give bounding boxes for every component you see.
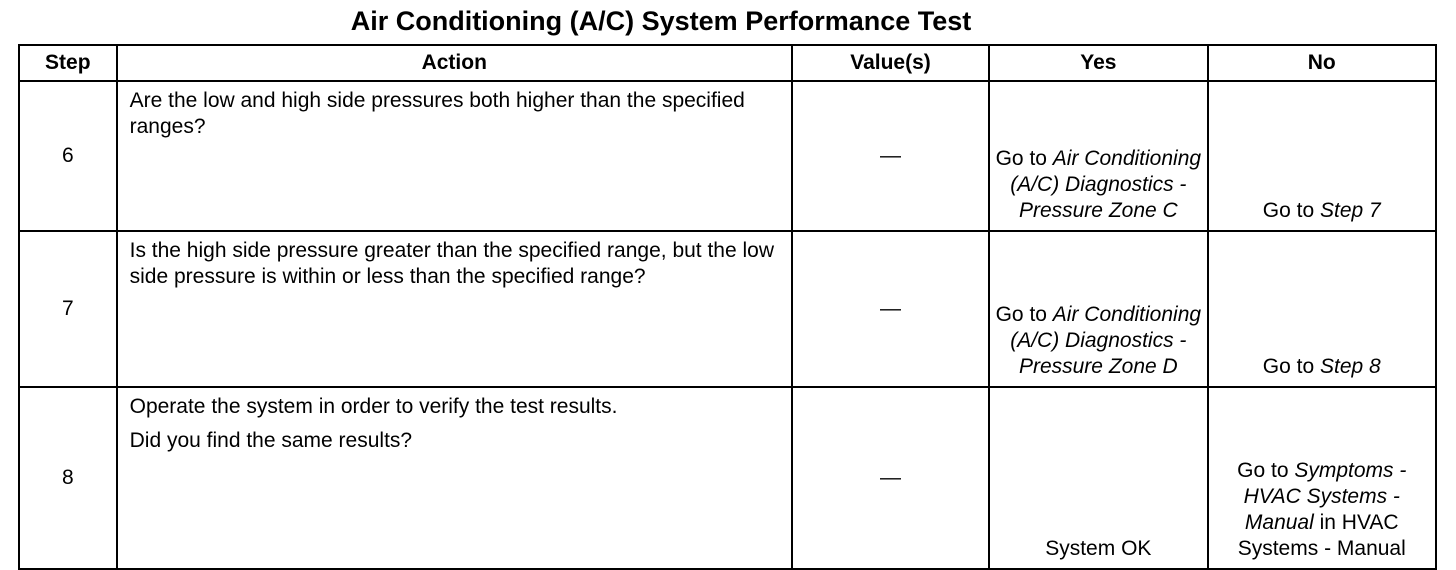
no-link[interactable]: Step 8 — [1320, 355, 1381, 378]
yes-cell — [989, 81, 1207, 231]
performance-test-table — [18, 44, 1437, 570]
action-cell — [117, 231, 792, 387]
action-text: Operate the system in order to verify the test results. — [129, 395, 618, 418]
no-cell — [1208, 81, 1436, 231]
table-row — [19, 231, 1436, 387]
page-title: Air Conditioning (A/C) System Performance Test — [350, 6, 972, 36]
no-prefix: Go to — [1262, 355, 1320, 378]
step-number: 6 — [19, 81, 117, 231]
no-cell — [1208, 231, 1436, 387]
header-yes: Yes — [989, 45, 1207, 81]
yes-link[interactable]: Air Conditioning (A/C) Diagnostics - Pressure Zone D — [1010, 303, 1202, 378]
table-row — [19, 81, 1436, 231]
step-number: 8 — [19, 387, 117, 569]
action-cell — [117, 81, 792, 231]
yes-link[interactable]: Air Conditioning (A/C) Diagnostics - Pressure Zone C — [1010, 147, 1202, 222]
action-text: Is the high side pressure greater than the specified range, but the low side pressure is within or less than the specified range? — [129, 239, 775, 288]
table-header-row — [19, 45, 1436, 81]
value-cell: — — [792, 231, 989, 387]
header-step: Step — [19, 45, 117, 81]
yes-cell — [989, 231, 1207, 387]
no-cell — [1208, 387, 1436, 569]
yes-prefix: Go to — [995, 303, 1053, 326]
no-suffix: in HVAC Systems - Manual — [1237, 511, 1406, 560]
value-cell: — — [792, 387, 989, 569]
header-no: No — [1208, 45, 1436, 81]
no-prefix: Go to — [1237, 459, 1295, 482]
yes-prefix: Go to — [995, 147, 1053, 170]
value-cell: — — [792, 81, 989, 231]
table-row — [19, 387, 1436, 569]
header-action: Action — [117, 45, 792, 81]
step-number: 7 — [19, 231, 117, 387]
action-text: Are the low and high side pressures both higher than the specified ranges? — [129, 89, 745, 138]
no-prefix: Go to — [1262, 199, 1320, 222]
no-link[interactable]: Symptoms - HVAC Systems - Manual — [1243, 459, 1407, 534]
yes-result: System OK — [1045, 537, 1152, 560]
no-link[interactable]: Step 7 — [1320, 199, 1381, 222]
yes-cell — [989, 387, 1207, 569]
action-text: Did you find the same results? — [129, 429, 413, 452]
action-cell — [117, 387, 792, 569]
header-values: Value(s) — [792, 45, 989, 81]
